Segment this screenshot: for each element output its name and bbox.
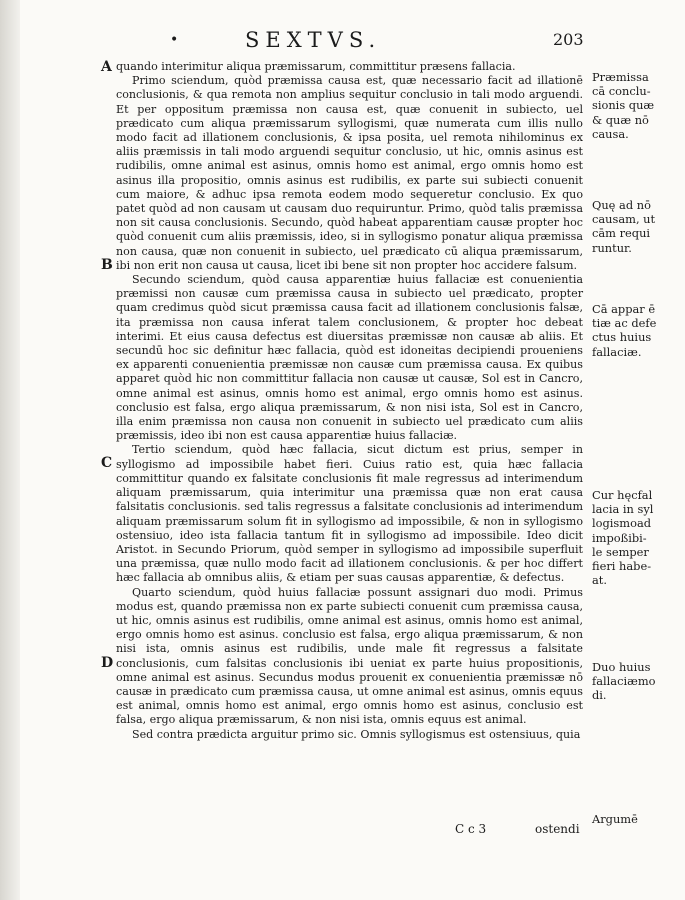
margin-note-line: Duo huius [592,660,651,674]
page-number: 203 [553,30,584,49]
paragraph-intro: quando interimitur aliqua præmissarum, committitur præsens fallacia. [116,60,516,73]
section-marker-a: A [101,59,112,75]
margin-note-line: di. [592,688,607,703]
header-dot: • [170,32,179,48]
section-marker-d: D [101,655,114,671]
main-text [116,60,583,742]
margin-note-premissa [592,70,668,141]
margin-note-line: Argumē [592,812,638,826]
margin-note-line: Cā appar ē [592,302,656,316]
paragraph-contra: Sed contra prædicta arguitur primo sic. Omnis syllogismus est ostensiuus, quia [132,727,581,741]
margin-note-line: impoßibi- [592,530,647,545]
margin-note-line: tiæ ac defe [592,316,657,331]
margin-note-line: logismoad [592,516,652,531]
section-marker-b: B [101,257,113,273]
margin-note-line: fallaciæ. [592,344,642,359]
margin-note-line: cām requi [592,226,651,241]
margin-note-line: fallaciæmo [592,674,656,689]
section-marker-c: C [101,455,113,471]
margin-note-line: ctus huius [592,330,652,345]
paragraph-primo: Primo sciendum, quòd præmissa causa est, quæ necessario facit ad illationē conclusionis, & qua remota non amplius sequitur conclusio in tali modo arguendi. Et per oppositum præmissa non causa est, quæ conuenit in subiecto, uel prædicato cum aliqua præmissarum syllogismi, quæ numerata cum illis nullo modo facit ad illationem conclusionis, & ipsa posita, uel remota nihilominus ex aliis præmissis in tali modo arguendi sequitur conclusio, ut hic, omnis asinus est rudibilis, omne animal est asinus, omnis homo est animal, ergo omnis homo est asinus illa propositio, omnis asinus est rudibilis, ex parte sui subiecti conuenit cum maiore, & adhuc ipsa remota eodem modo sequeretur conclusio. Ex quo patet quòd ad non causam ut causam duo requiruntur. Primo, quòd talis præmissa non sit causa conclusionis. Secundo, quòd habeat apparentiam causæ propter hoc quòd conuenit cum aliis præmissis, ideo, si in syllogismo ponatur aliqua præmissa non causa, quæ non conuenit in subiecto, uel prædicato cū aliqua præmissarum, ibi non erit non causa ut causa, licet ibi bene sit non propter hoc accidere falsum. [116,74,583,272]
margin-note-line: causa. [592,126,629,141]
running-header [0,30,685,54]
page-gutter [0,0,20,900]
paragraph-secundo: Secundo sciendum, quòd causa apparentiæ huius fallaciæ est conuenientia præmissi non causæ cum præmissa causa in subiecto uel prædicato, propter quam credimus quòd sicut præmissa causa facit ad illationem conclusionis falsæ, ita præmissa non causa inferat talem conclusionem, & propter hoc debeat interimi. Et eius causa defectus est diuersitas præmissæ non causæ ab aliis. Et secundū hoc sic definitur hæc fallacia, quòd est idoneitas decipiendi proueniens ex apparenti conuenientia præmissæ non causæ cum præmissa causa. Ex quibus apparet quòd hic non committitur fallacia non causæ ut causæ, Sol est in Cancro, omne animal est asinus, omnis homo est animal, ergo omnis homo est asinus. conclusio est falsa, ergo aliqua præmissarum, & non nisi ista, Sol est in Cancro, illa enim præmissa non causa non conuenit in subiecto uel prædicato cum aliis præmissis, ideo ibi non est causa apparentiæ huius fallaciæ. [116,273,583,443]
margin-note-line: Præmissa [592,70,649,84]
margin-note-duo-modi [592,660,668,703]
margin-note-line: cā conclu- [592,84,651,99]
signature-mark: C c 3 [455,822,487,836]
catchword: ostendi [535,822,580,836]
running-title: SEXTVS. [245,28,382,52]
margin-note-line: Quę ad nō [592,198,651,212]
margin-note-line: Cur hęcfal [592,488,653,502]
margin-note-line: fieri habe- [592,559,652,574]
margin-note-apparentia [592,302,668,359]
margin-note-line: sionis quæ [592,98,655,113]
margin-note-line: le semper [592,544,649,559]
margin-note-argumentum [592,812,668,826]
paragraph-tertio: Tertio sciendum, quòd hæc fallacia, sicut dictum est prius, semper in syllogismo ad impossibile habet fieri. Cuius ratio est, quia hæc fallacia committitur quando ex falsitate conclusionis fit male regressus ad interimendum aliquam præmissarum, quia interimitur una præmissa quæ non erat causa falsitatis conclusionis. sed talis regressus a falsitate conclusionis ad interimendum aliquam præmissarum solum fit in syllogismo ad impossibile, & non in syllogismo ostensiuo, ideo ista fallacia tantum fit in syllogismo ad impossibile. Ideo dicit Aristot. in Secundo Priorum, quòd semper in syllogismo ad impossibile superfluit una præmissa, quæ nullo modo facit ad illationem conclusionis. & per hoc differt hæc fallacia ab omnibus aliis, & etiam per suas causas apparentiæ, & defectus. [116,443,583,585]
margin-note-line: lacia in syl [592,502,654,517]
margin-note-line: at. [592,573,607,588]
margin-note-line: runtur. [592,240,632,255]
margin-note-line: & quæ nō [592,112,649,127]
paragraph-quarto: Quarto sciendum, quòd huius fallaciæ possunt assignari duo modi. Primus modus est, quando præmissa non ex parte subiecti conuenit cum præmissa causa, ut hic, omnis asinus est rudibilis, omne animal est asinus, omnis homo est animal, ergo omnis homo est asinus. conclusio est falsa, ergo aliqua præmissarum, & non nisi ista, omnis asinus est rudibilis, unde male fit regressus a falsitate conclusionis, cum falsitas conclusionis ibi ueniat ex parte huius propositionis, omne animal est asinus. Secundus modus prouenit ex conuenientia præmissæ nō causæ in prædicato cum præmissa causa, ut omne animal est asinus, omnis equus est animal, omnis homo est animal, ergo omnis homo est asinus, conclusio est falsa, ergo aliqua præmissarum, & non nisi ista, omnis equus est animal. [116,585,583,727]
margin-note-line: causam, ut [592,212,656,227]
margin-note-syllogismo [592,488,668,587]
margin-note-requiruntur [592,198,668,255]
